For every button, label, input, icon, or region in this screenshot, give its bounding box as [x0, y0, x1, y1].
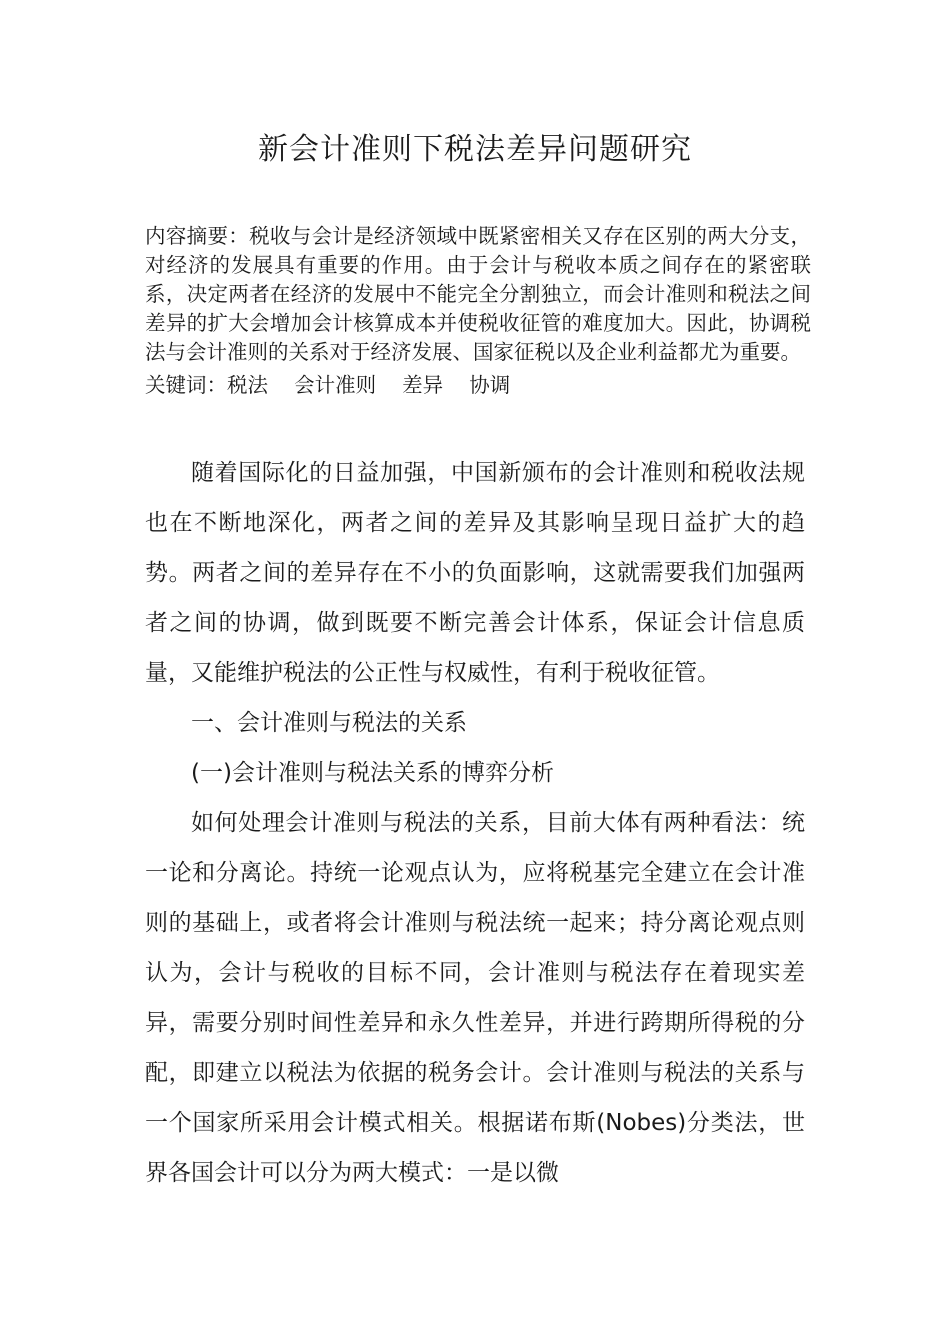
section-heading: 一、会计准则与税法的关系: [191, 710, 467, 736]
subsection-heading: (一)会计准则与税法关系的博弈分析: [191, 760, 554, 786]
body-text: [145, 448, 805, 1198]
body-paragraph: 随着国际化的日益加强，中国新颁布的会计准则和税收法规也在不断地深化，两者之间的差异及其影响呈现日益扩大的趋势。两者之间的差异存在不小的负面影响，这就需要我们加强两者之间的协调，做到既要不断完善会计体系，保证会计信息质量，又能维护税法的公正性与权威性，有利于税收征管。: [145, 460, 805, 686]
document-title: 新会计准则下税法差异问题研究: [258, 132, 692, 167]
body-paragraph: 如何处理会计准则与税法的关系，目前大体有两种看法：统一论和分离论。持统一论观点认为，应将税基完全建立在会计准则的基础上，或者将会计准则与税法统一起来；持分离论观点则认为，会计与税收的目标不同，会计准则与税法存在着现实差异，需要分别时间性差异和永久性差异，并进行跨期所得税的分配，即建立以税法为依据的税务会计。会计准则与税法的关系与一个国家所采用会计模式相关。根据诺布斯(Nobes)分类法，世界各国会计可以分为两大模式：一是以微: [145, 810, 805, 1186]
keywords: 关键词：税法 会计准则 差异 协调: [145, 373, 511, 397]
abstract: 内容摘要：税收与会计是经济领域中既紧密相关又存在区别的两大分支，对经济的发展具有重要的作用。由于会计与税收本质之间存在的紧密联系，决定两者在经济的发展中不能完全分割独立，而会计准则和税法之间差异的扩大会增加会计核算成本并使税收征管的难度加大。因此，协调税法与会计准则的关系对于经济发展、国家征税以及企业利益都尤为重要。: [145, 224, 811, 364]
